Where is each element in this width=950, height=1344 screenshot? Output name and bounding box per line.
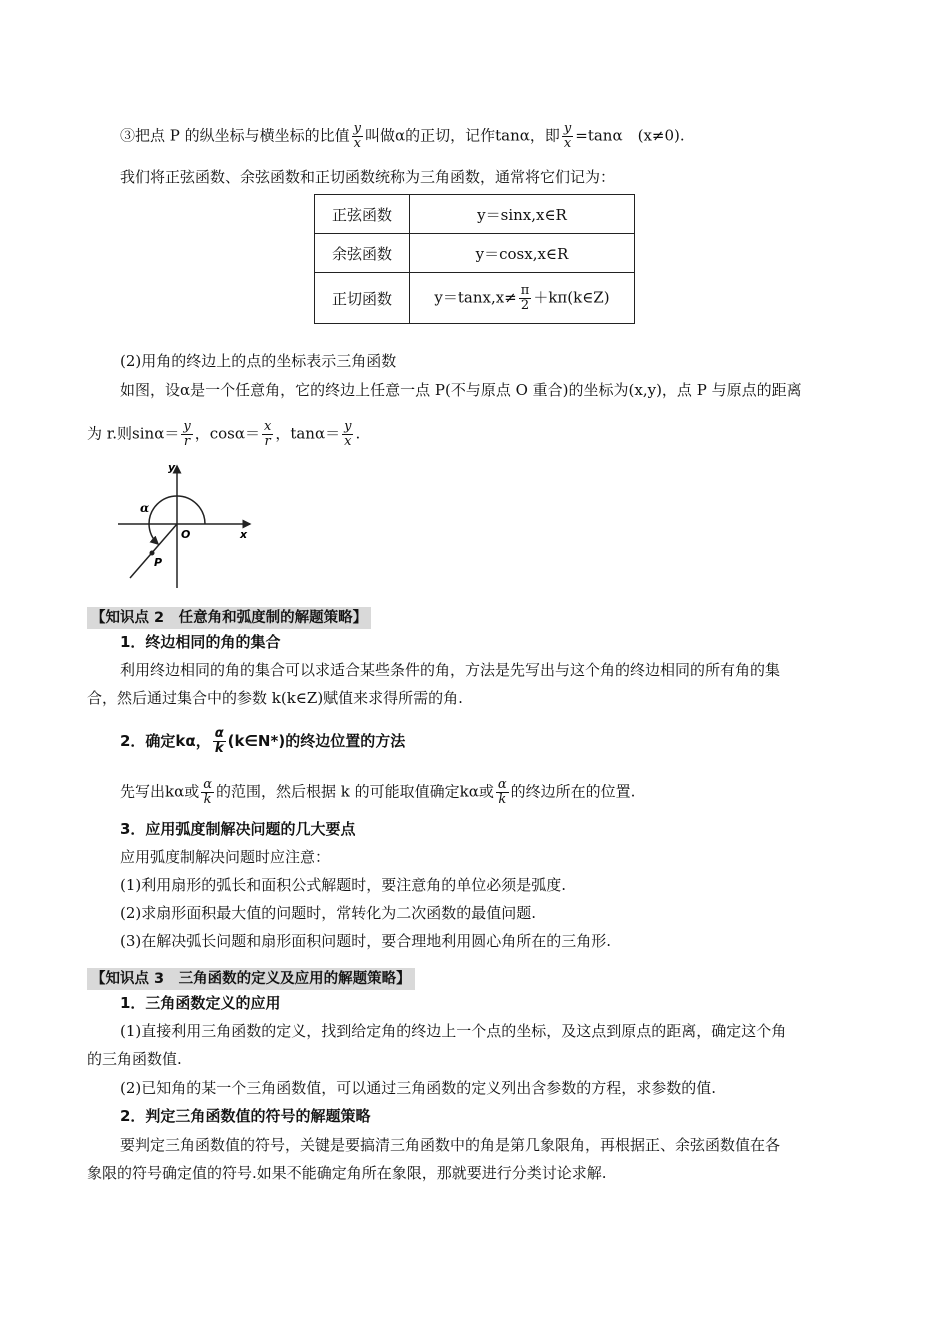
point-p (150, 551, 155, 556)
kp3-subheading-2: 2．判定三角函数值的符号的解题策略 (120, 1107, 371, 1125)
kp3-subheading-1: 1．三角函数定义的应用 (120, 994, 281, 1012)
table-cell-name: 余弦函数 (315, 234, 410, 273)
kp3-paragraph-1a: (1)直接利用三角函数的定义，找到给定角的终边上一个点的坐标，及这点到原点的距离，确定这个角 (120, 1022, 787, 1040)
kp2-subheading-2: 2．确定kα， $\frac{\alpha}{k}$ (k∈N*)的终边位置的方法 (120, 726, 406, 756)
kp3-paragraph-1b: 的三角函数值. (87, 1050, 182, 1068)
fraction-cos: $\frac{x}{r}$ (263, 419, 272, 449)
label-p: P (154, 556, 163, 569)
label-alpha: α (140, 501, 150, 515)
coord-paragraph-1: 如图，设α是一个任意角，它的终边上任意一点 P(不与原点 O 重合)的坐标为(x,y)，点 P 与原点的距离 (120, 381, 802, 399)
kp3-heading: 【知识点 3 三角函数的定义及应用的解题策略】 (87, 968, 415, 990)
kp3-paragraph-2b: 象限的符号确定值的符号.如果不能确定角所在象限，那就要进行分类讨论求解. (87, 1164, 607, 1182)
fraction-alpha-over-k: $\frac{\alpha}{k}$ (214, 726, 224, 756)
table-row (315, 273, 635, 324)
angle-figure (110, 458, 260, 593)
trig-function-table (314, 194, 635, 324)
kp2-paragraph-3-1: (1)利用扇形的弧长和面积公式解题时，要注意角的单位必须是弧度. (120, 876, 567, 894)
fraction-alpha-over-k-b: $\frac{\alpha}{k}$ (497, 777, 507, 807)
fraction-sin: $\frac{y}{r}$ (183, 419, 191, 449)
kp2-paragraph-2: 先写出kα或 $\frac{\alpha}{k}$ 的范围，然后根据 k 的可能取值确定kα或 $\frac{\alpha}{k}$ 的终边所在的位置. (120, 777, 636, 807)
table-cell-formula: y＝cosx,x∈R (410, 234, 635, 273)
coord-paragraph-2: 为 r.则sinα＝ $\frac{y}{r}$ ，cosα＝ $\frac{x}{r}$ ，tanα＝ $\frac{y}{x}$ . (87, 419, 361, 449)
fraction-pi-over-2: $\frac{\pi}{2}$ (520, 282, 530, 313)
table-cell-name: 正弦函数 (315, 195, 410, 234)
fraction-alpha-over-k-a: $\frac{\alpha}{k}$ (203, 777, 213, 807)
unify-paragraph: 我们将正弦函数、余弦函数和正切函数统称为三角函数，通常将它们记为： (120, 168, 616, 186)
kp2-paragraph-3-2: (2)求扇形面积最大值的问题时，常转化为二次函数的最值问题. (120, 904, 537, 922)
fraction-tan: $\frac{y}{x}$ (344, 419, 352, 449)
kp3-paragraph-1c: (2)已知角的某一个三角函数值，可以通过三角函数的定义列出含参数的方程，求参数的值. (120, 1079, 717, 1097)
kp2-subheading-3: 3．应用弧度制解决问题的几大要点 (120, 820, 356, 838)
label-o: O (181, 528, 191, 541)
label-y: y (168, 461, 176, 474)
kp2-subheading-1: 1．终边相同的角的集合 (120, 633, 281, 651)
kp2-paragraph-3-3: (3)在解决弧长问题和扇形面积问题时，要合理地利用圆心角所在的三角形. (120, 932, 612, 950)
table-cell-name: 正切函数 (315, 273, 410, 324)
kp2-paragraph-3-0: 应用弧度制解决问题时应注意： (120, 848, 331, 866)
table-row (315, 234, 635, 273)
table-cell-formula: y＝tanx,x≠ $\frac{\pi}{2}$ ＋kπ(k∈Z) (410, 273, 635, 324)
kp2-paragraph-1b: 合，然后通过集合中的参数 k(k∈Z)赋值来求得所需的角. (87, 689, 463, 707)
fraction-y-over-x: $\frac{y}{x}$ (353, 121, 361, 151)
table-cell-formula: y＝sinx,x∈R (410, 195, 635, 234)
fraction-y-over-x-2: $\frac{y}{x}$ (563, 121, 572, 151)
section-2-title: (2)用角的终边上的点的坐标表示三角函数 (120, 352, 397, 370)
kp3-paragraph-2a: 要判定三角函数值的符号，关键是要搞清三角函数中的角是第几象限角，再根据正、余弦函数值在各 (120, 1136, 781, 1154)
table-row (315, 195, 635, 234)
tan-definition: ③把点 P 的纵坐标与横坐标的比值 $\frac{y}{x}$ 叫做α的正切，记作tanα，即 $\frac{y}{x}$ =tanα (x≠0). (120, 121, 685, 151)
kp2-paragraph-1a: 利用终边相同的角的集合可以求适合某些条件的角，方法是先写出与这个角的终边相同的所有角的集 (120, 661, 781, 679)
label-x: x (240, 528, 248, 541)
kp2-heading: 【知识点 2 任意角和弧度制的解题策略】 (87, 607, 371, 629)
